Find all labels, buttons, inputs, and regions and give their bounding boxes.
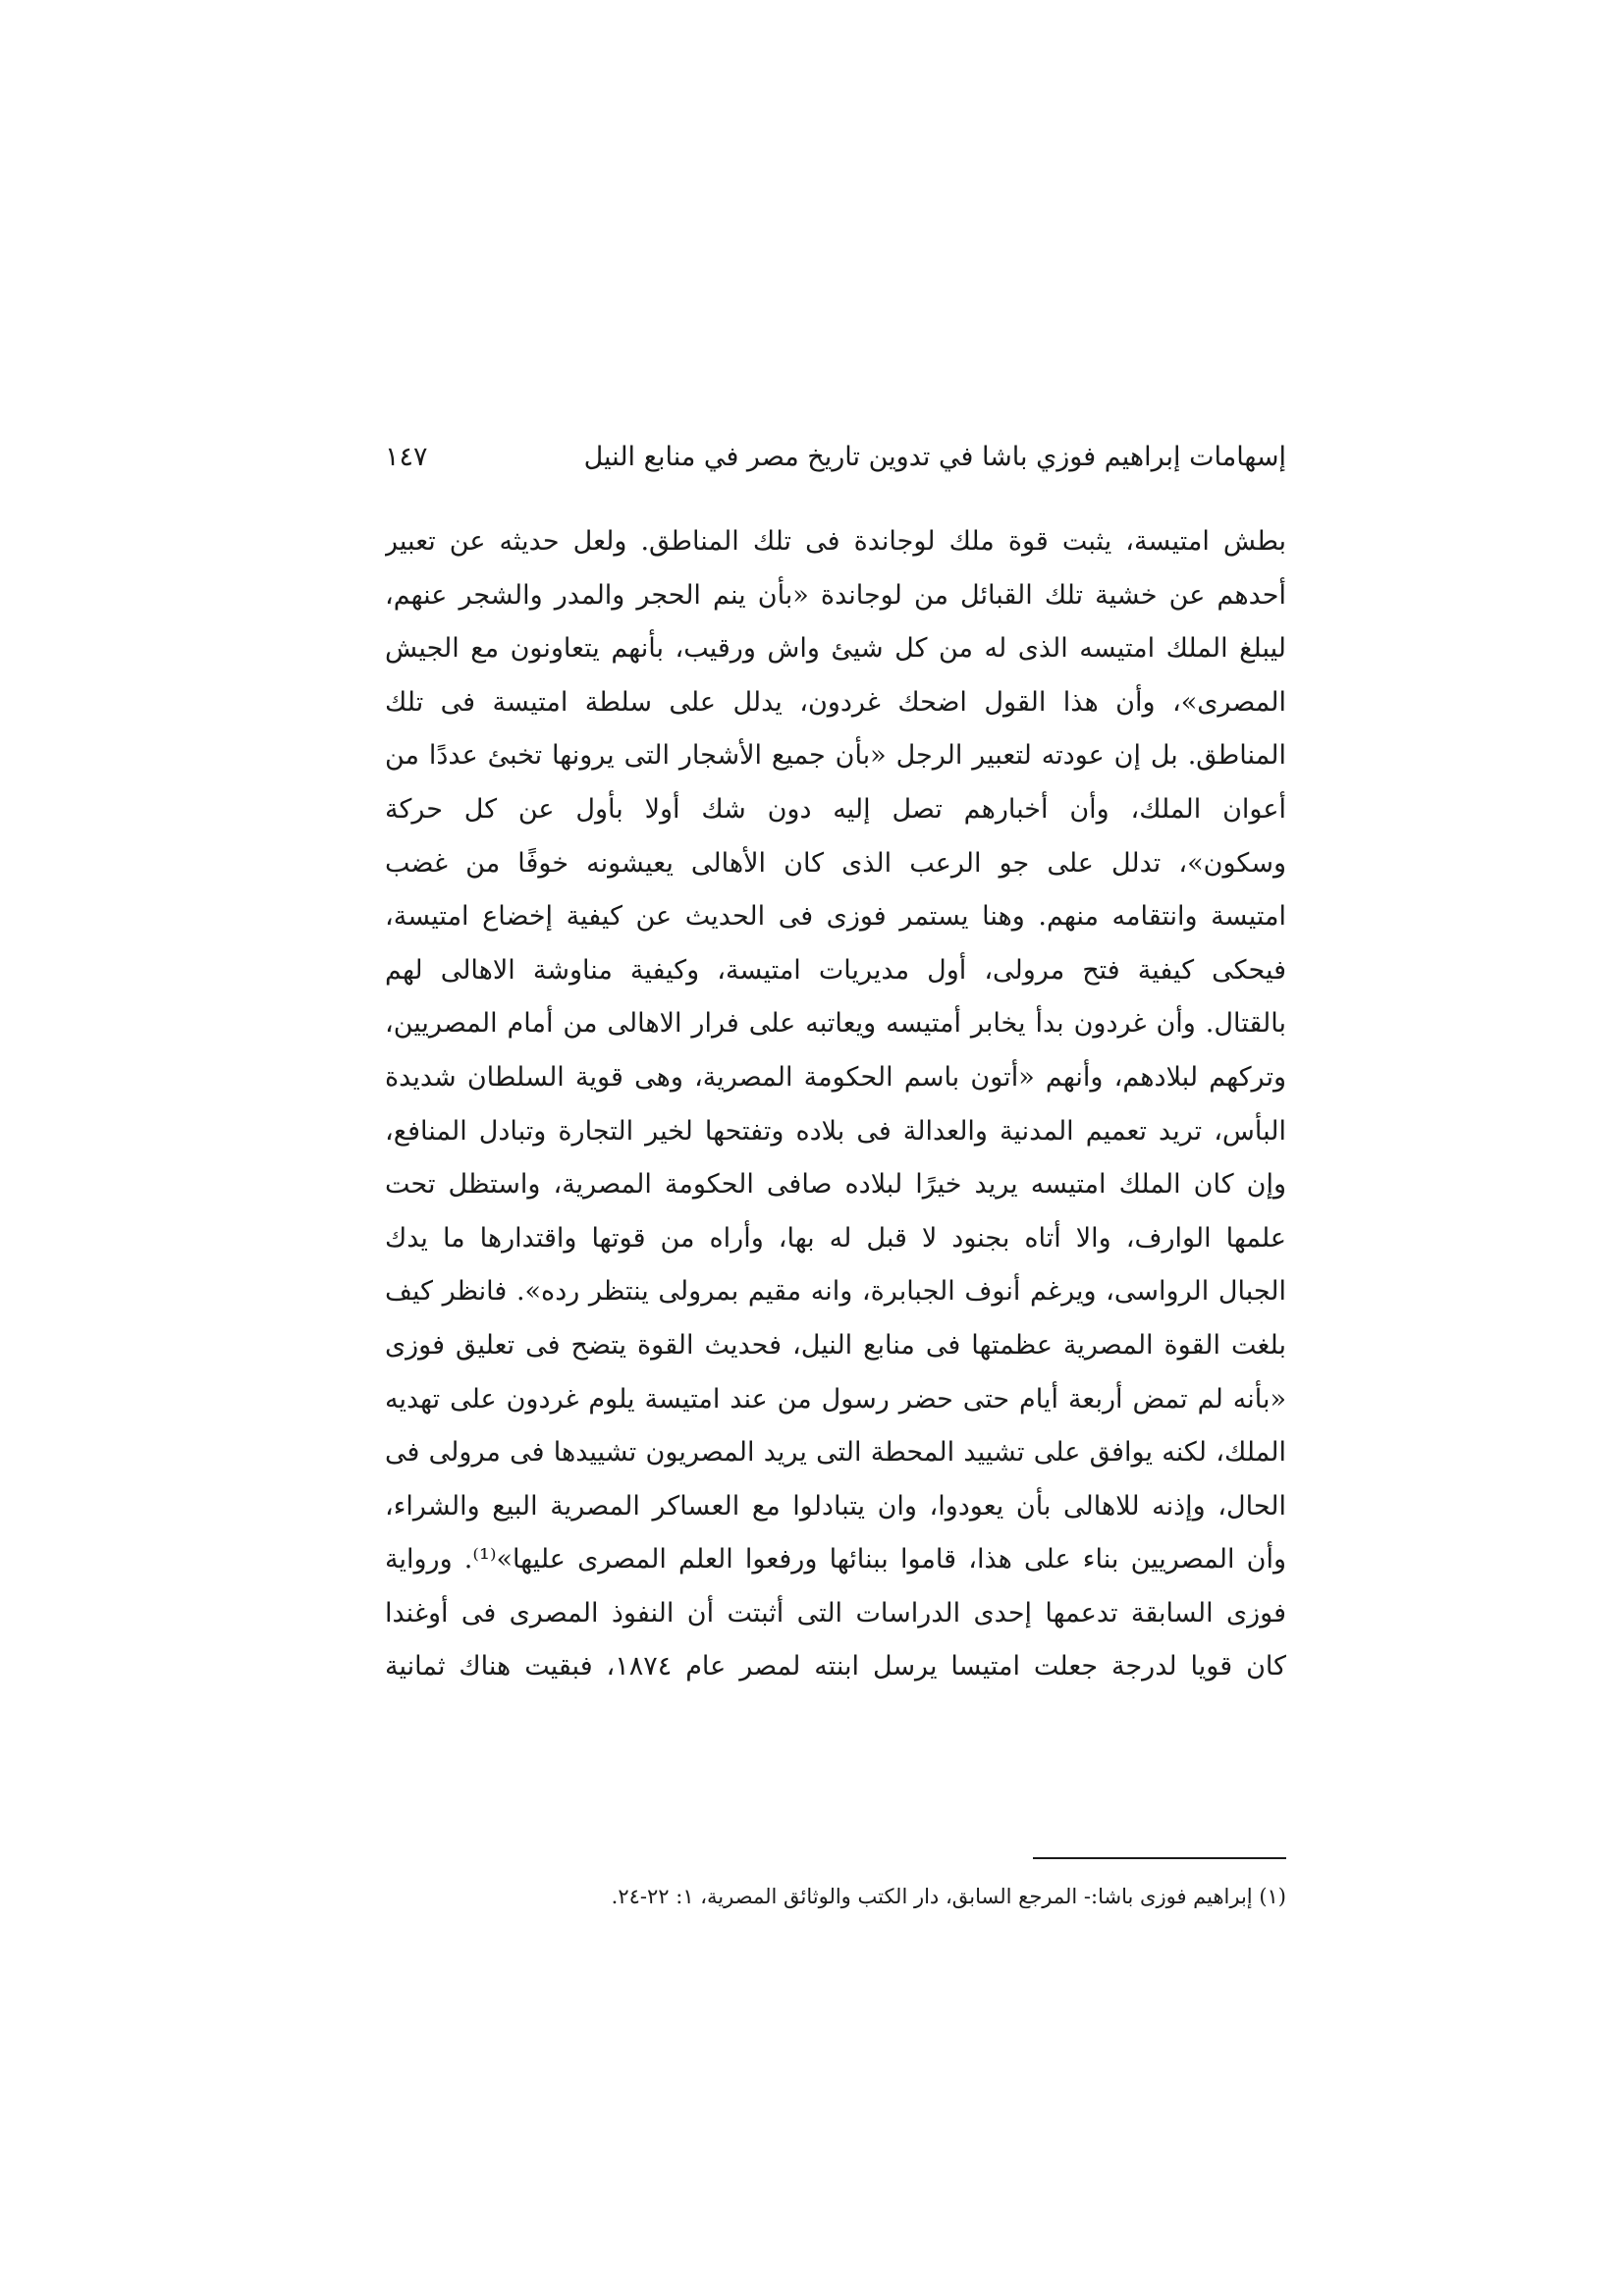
body-line: الملك، لكنه يوافق على تشييد المحطة التى يريد المصريون تشييدها فى مرولى فى [385,1437,1286,1468]
body-line: المناطق. بل إن عودته لتعبير الرجل «بأن جميع الأشجار التى يرونها تخبئ عددًا من [385,740,1286,772]
body-text [385,515,1286,1694]
body-line: أحدهم عن خشية تلك القبائل من لوجاندة «بأن ينم الحجر والمدر والشجر عنهم، [385,579,1286,611]
body-line: فيحكى كيفية فتح مرولى، أول مديريات امتيسة، وكيفية مناوشة الاهالى لهم [385,954,1286,986]
body-line: كان قويا لدرجة جعلت امتيسا يرسل ابنته لمصر عام ١٨٧٤، فبقيت هناك ثمانية [385,1651,1286,1682]
body-line: امتيسة وانتقامه منهم. وهنا يستمر فوزى فى الحديث عن كيفية إخضاع امتيسة، [385,901,1286,933]
body-line: بلغت القوة المصرية عظمتها فى منابع النيل، فحديث القوة يتضح فى تعليق فوزى [385,1329,1286,1361]
body-line: الجبال الرواسى، ويرغم أنوف الجبابرة، وانه مقيم بمرولى ينتظر رده». فانظر كيف [385,1276,1286,1308]
body-line: البأس، تريد تعميم المدنية والعدالة فى بلاده وتفتحها لخير التجارة وتبادل المنافع، [385,1115,1286,1147]
footnote: (١) إبراهيم فوزى باشا:- المرجع السابق، دار الكتب والوثائق المصرية، ١: ٢٢-٢٤. [611,1885,1286,1908]
body-line: وسكون»، تدلل على جو الرعب الذى كان الأهالى يعيشونه خوفًا من غضب [385,847,1286,879]
body-line: بطش امتيسة، يثبت قوة ملك لوجاندة فى تلك المناطق. ولعل حديثه عن تعبير [385,526,1286,557]
body-line: ليبلغ الملك امتيسه الذى له من كل شيئ واش ورقيب، بأنهم يتعاونون مع الجيش [385,633,1286,665]
footnote-separator [1033,1857,1286,1859]
body-line: بالقتال. وأن غردون بدأ يخابر أمتيسه ويعاتبه على فرار الاهالى من أمام المصريين، [385,1008,1286,1040]
body-line: المصرى»، وأن هذا القول اضحك غردون، يدلل على سلطة امتيسة فى تلك [385,686,1286,718]
running-header-title: إسهامات إبراهيم فوزي باشا في تدوين تاريخ مصر في منابع النيل [583,441,1286,472]
body-line: وإن كان الملك امتيسه يريد خيرًا لبلاده صافى الحكومة المصرية، واستظل تحت [385,1169,1286,1201]
running-header [385,432,1286,481]
page-number: ١٤٧ [385,441,428,472]
body-line: أعوان الملك، وأن أخبارهم تصل إليه دون شك أولا بأول عن كل حركة [385,793,1286,825]
body-line: علمها الوارف، والا أتاه بجنود لا قبل له بها، وأراه من قوتها واقتدارها ما يدك [385,1222,1286,1254]
body-line: فوزى السابقة تدعمها إحدى الدراسات التى أثبتت أن النفوذ المصرى فى أوغندا [385,1597,1286,1629]
body-line: الحال، وإذنه للاهالى بأن يعودوا، وان يتبادلوا مع العساكر المصرية البيع والشراء، [385,1490,1286,1522]
body-line: «بأنه لم تمض أربعة أيام حتى حضر رسول من عند امتيسة يلوم غردون على تهديه [385,1383,1286,1415]
body-line: وأن المصريين بناء على هذا، قاموا ببنائها ورفعوا العلم المصرى عليها»⁽¹⁾. ورواية [385,1544,1286,1575]
body-line: وتركهم لبلادهم، وأنهم «أتون باسم الحكومة المصرية، وهى قوية السلطان شديدة [385,1061,1286,1093]
